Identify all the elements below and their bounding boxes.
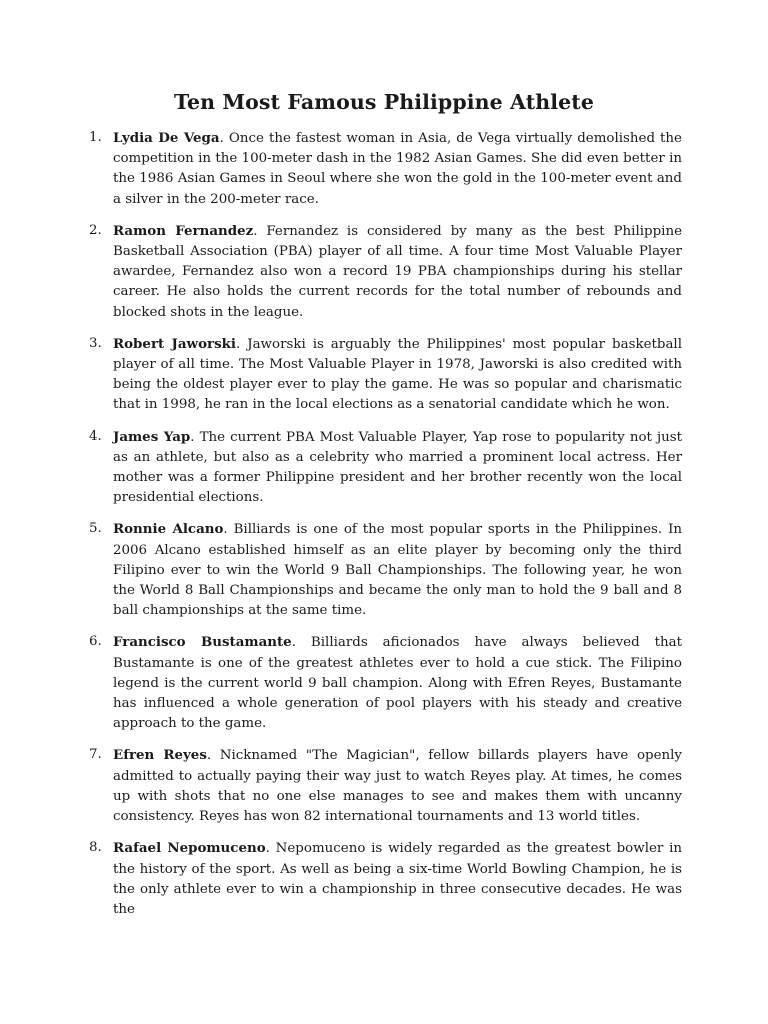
list-item [86,519,682,621]
item-number: 1. [89,130,102,145]
athlete-name: Efren Reyes [113,747,207,764]
athlete-name: Robert Jaworski [113,335,236,352]
athlete-description: . Nepomuceno is widely regarded as the greatest bowler in the history of the sport. As well as being a six-time World Bowling Champion, he is the only athlete ever to win a championship in three consecutive decades. He was the [113,841,682,917]
athlete-list [86,128,682,920]
athlete-description: . The current PBA Most Valuable Player, Yap rose to popularity not just as an athlete, but also as a celebrity who married a prominent local actress. Her mother was a former Philippine president and her brother recently won the local presidential elections. [113,429,682,506]
list-item [86,128,682,210]
item-number: 7. [89,747,102,763]
list-item [86,221,682,323]
athlete-name: Francisco Bustamante [113,634,292,651]
list-item [86,632,682,734]
athlete-description: . Billiards is one of the most popular sports in the Philippines. In 2006 Alcano established himself as an elite player by becoming only the third Filipino ever to win the World 9 Ball Championships. The following year, he won the World 8 Ball Championships and became the only man to hold the 9 ball and 8 ball championships at the same time. [113,522,682,619]
list-item [86,745,682,827]
item-number: 2. [89,222,102,238]
athlete-name: Lydia De Vega [113,130,220,146]
list-item [86,334,682,416]
item-number: 4. [89,428,102,444]
list-item [86,838,682,920]
athlete-description: . Jaworski is arguably the Philippines' most popular basketball player of all time. The Most Valuable Player in 1978, Jaworski is also credited with being the oldest player ever to play the game. He was so popular and charismatic that in 1998, he ran in the local elections as a senatorial candidate which he won. [113,336,682,413]
athlete-name: Ramon Fernandez [113,222,254,239]
item-number: 5. [89,521,102,537]
athlete-name: James Yap [113,428,191,445]
athlete-description: . Nicknamed "The Magician", fellow billards players have openly admitted to actually paying their way just to watch Reyes play. At times, he comes up with shots that no one else manages to see and makes them with uncanny consistency. Reyes has won 82 international tournaments and 13 world titles. [113,748,682,825]
athlete-name: Ronnie Alcano [113,521,224,538]
item-number: 6. [89,634,102,650]
list-item [86,427,682,509]
page-title: Ten Most Famous Philippine Athlete [173,90,595,114]
item-number: 8. [89,840,102,856]
item-number: 3. [89,335,102,351]
athlete-name: Rafael Nepomuceno [113,840,266,857]
athlete-description: . Fernandez is considered by many as the best Philippine Basketball Association (PBA) player of all time. A four time Most Valuable Player awardee, Fernandez also won a record 19 PBA championships during his stellar career. He also holds the current records for the total number of rebounds and blocked shots in the league. [113,223,683,320]
athlete-description: . Once the fastest woman in Asia, de Vega virtually demolished the competition in the 100-meter dash in the 1982 Asian Games. She did even better in the 1986 Asian Games in Seoul where she won the gold in the 100-meter event and a silver in the 200-meter race. [113,131,682,207]
athlete-description: . Billiards aficionados have always believed that Bustamante is one of the greatest athletes ever to hold a cue stick. The Filipino legend is the current world 9 ball champion. Along with Efren Reyes, Bustamante has influenced a whole generation of pool players with his steady and creative approach to the game. [113,635,682,732]
